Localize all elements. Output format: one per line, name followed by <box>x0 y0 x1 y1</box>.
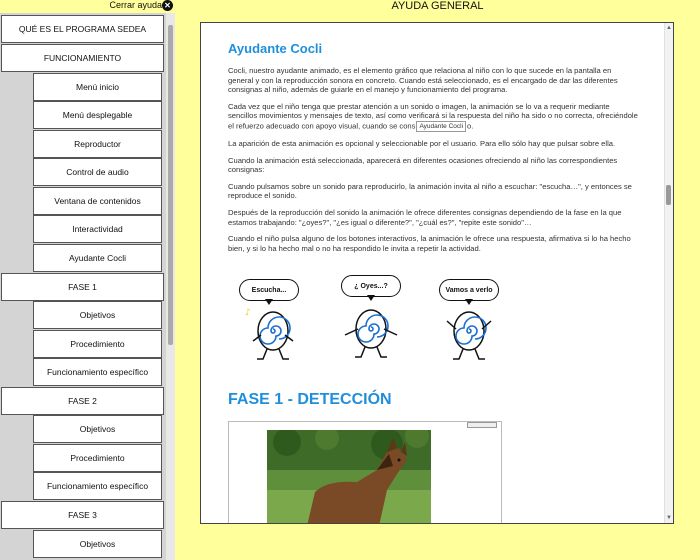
menu-item-fase3-objetivos[interactable]: Objetivos <box>33 530 162 558</box>
menu-item-fase2-procedimiento[interactable]: Procedimiento <box>33 444 162 472</box>
tooltip: Ayudante Cocli <box>416 121 466 132</box>
close-icon[interactable]: ✕ <box>162 0 173 11</box>
cocli-figure-escucha <box>229 279 309 363</box>
scroll-down-icon[interactable]: ▼ <box>666 515 672 521</box>
page-title: AYUDA GENERAL <box>391 0 484 12</box>
help-sidebar <box>0 0 175 560</box>
help-menu <box>0 13 166 560</box>
speech-bubble: ¿ Oyes...? <box>341 275 401 297</box>
content-scrollbar-thumb[interactable] <box>666 185 671 205</box>
content-scrollbar[interactable] <box>664 23 673 523</box>
paragraph: Cuando la animación está seleccionada, aparecerá en diferentes ocasiones ofreciendo al niño las correspondientes consignas: <box>228 155 618 175</box>
horse-image <box>267 430 431 524</box>
paragraph: Cocli, nuestro ayudante animado, es el elemento gráfico que relaciona al niño con lo que sucede en la pantalla en general y con la reproducción sonora en concreto. Cuando está seleccionado, es el encargado de dar las diferentes consignas al niño, además de guiarle en el manejo y funcionamiento del programa. <box>228 66 618 95</box>
menu-item-reproductor[interactable]: Reproductor <box>33 130 162 158</box>
menu-item-fase1-objetivos[interactable]: Objetivos <box>33 301 162 329</box>
svg-text:♪: ♪ <box>245 308 251 318</box>
speech-bubble: Vamos a verlo <box>439 279 499 301</box>
help-content-frame <box>200 22 674 524</box>
close-help-label[interactable]: Cerrar ayuda <box>109 0 162 10</box>
menu-item-fase-3[interactable]: FASE 3 <box>1 501 164 529</box>
media-control-button[interactable] <box>467 422 497 428</box>
menu-item-fase-2[interactable]: FASE 2 <box>1 387 164 415</box>
menu-item-fase1-procedimiento[interactable]: Procedimiento <box>33 330 162 358</box>
menu-item-fase1-funcionamiento[interactable]: Funcionamiento específico <box>33 358 162 386</box>
menu-item-menu-desplegable[interactable]: Menú desplegable <box>33 101 162 129</box>
paragraph: La aparición de esta animación es opcional y seleccionable por el usuario. Para ello sólo hay que pulsar sobre ella. <box>228 138 616 148</box>
menu-item-control-audio[interactable]: Control de audio <box>33 158 162 186</box>
cocli-character-icon <box>437 301 501 363</box>
menu-scrollbar-thumb[interactable] <box>168 25 173 345</box>
menu-item-fase-1[interactable]: FASE 1 <box>1 273 164 301</box>
cocli-character-icon <box>243 301 303 363</box>
close-help-row[interactable] <box>0 0 175 12</box>
cocli-figure-oyes <box>331 275 411 359</box>
menu-item-interactividad[interactable]: Interactividad <box>33 215 162 243</box>
paragraph-text: Cada vez que el niño tenga que prestar atención a un sonido o imagen, la animación se lo va a requerir mediante sencillos movimientos y mensajes de texto, así como verificará si la respuesta del niño ha sido o no correcta, ofreciéndole el refuerzo adecuado con apoyo visual, cuando se cons <box>228 101 638 131</box>
phase-title: FASE 1 - DETECCIÓN <box>228 391 392 408</box>
menu-item-ayudante-cocli[interactable]: Ayudante Cocli <box>33 244 162 272</box>
menu-item-fase2-funcionamiento[interactable]: Funcionamiento específico <box>33 472 162 500</box>
help-document <box>228 41 638 260</box>
scroll-up-icon[interactable]: ▲ <box>666 25 672 31</box>
menu-item-ventana-contenidos[interactable]: Ventana de contenidos <box>33 187 162 215</box>
menu-item-que-es-sedea[interactable]: QUÉ ES EL PROGRAMA SEDEA <box>1 15 164 43</box>
menu-item-funcionamiento[interactable]: FUNCIONAMIENTO <box>1 44 164 72</box>
menu-item-fase2-objetivos[interactable]: Objetivos <box>33 415 162 443</box>
section-title: Ayudante Cocli <box>228 41 323 56</box>
paragraph: Después de la reproducción del sonido la animación le ofrece diferentes consignas dependiendo de la fase en la que estamos trabajando: "¿oyes?", "¿es igual o diferente?", "¿cuál es?", "repite este sonido"… <box>228 207 622 227</box>
cocli-character-icon <box>339 299 403 361</box>
menu-item-menu-inicio[interactable]: Menú inicio <box>33 73 162 101</box>
speech-bubble: Escucha... <box>239 279 299 301</box>
paragraph: Cuando pulsamos sobre un sonido para reproducirlo, la animación invita al niño a escuchar: "escucha…", y entonces se reproduce el sonido. <box>228 181 632 201</box>
paragraph <box>228 102 638 132</box>
paragraph-tail: o. <box>467 121 474 131</box>
paragraph: Cuando el niño pulsa alguno de los botones interactivos, la animación le ofrece una respuesta, afirmativa si lo ha hecho bien, y si lo ha hecho mal o no ha respondido le invita a repetir la actividad. <box>228 234 631 253</box>
cocli-figure-vamos-a-verlo <box>429 279 509 363</box>
media-frame <box>228 421 502 524</box>
